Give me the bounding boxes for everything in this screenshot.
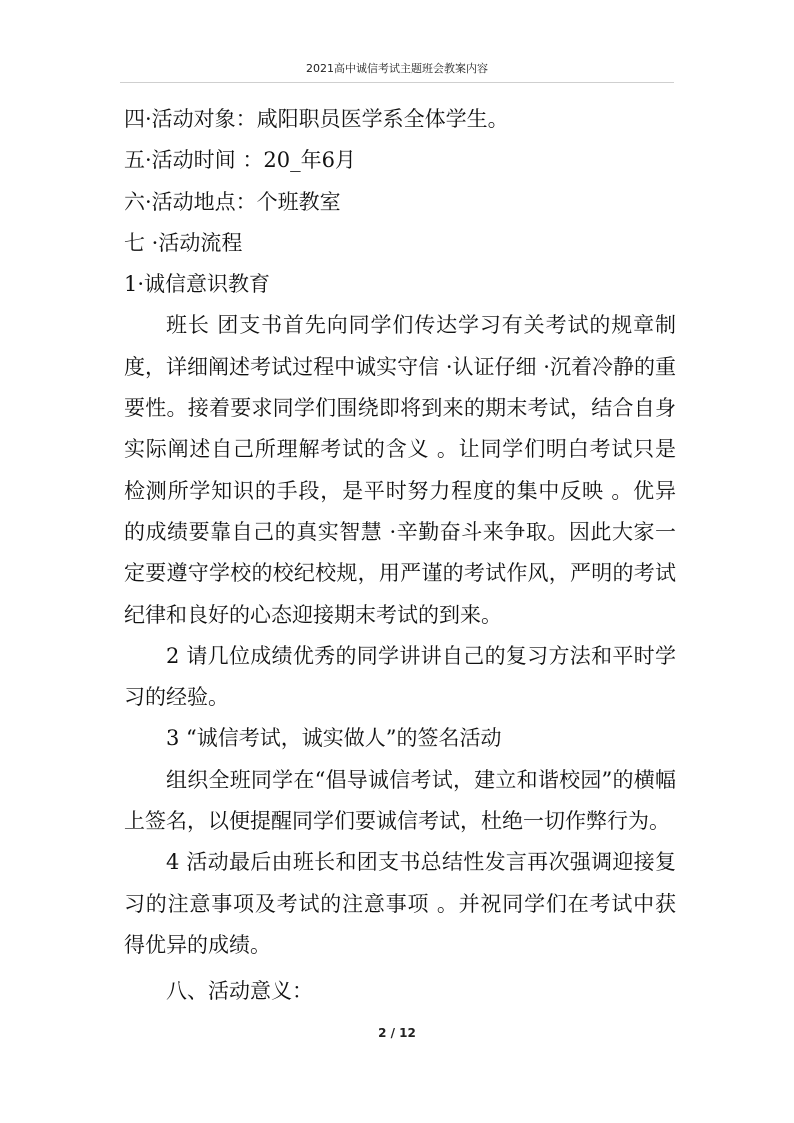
paragraph-integrity-education: 班长 团支书首先向同学们传达学习有关考试的规章制度，详细阐述考试过程中诚实守信 ·认证仔细 ·沉着冷静的重要性。接着要求同学们围绕即将到来的期末考试，结合自身实际阐述自己所理解考试的含义 。让同学们明白考试只是检测所学知识的手段，是平时努力程度的集中反映 。优异的成绩要靠自己的真实智慧 ·辛勤奋斗来争取。因此大家一定要遵守学校的校纪校规，用严谨的考试作风，严明的考试纪律和良好的心态迎接期末考试的到来。: [124, 313, 676, 627]
document-header: 2021高中诚信考试主题班会教案内容: [306, 62, 488, 75]
paragraph-signing-activity: 组织全班同学在“倡导诚信考试，建立和谐校园”的横幅上签名，以便提醒同学们要诚信考试，杜绝一切作弊行为。: [124, 767, 676, 834]
paragraph-closing-speech: 4 活动最后由班长和团支书总结性发言再次强调迎接复习的注意事项及考试的注意事项 。并祝同学们在考试中获得优异的成绩。: [124, 850, 676, 957]
paragraph-activity-significance-heading: 八、活动意义：: [166, 979, 313, 1004]
paragraph-activity-process-heading: 七 ·活动流程: [124, 230, 243, 255]
paragraph-activity-time: 五·活动时间 ：20_年6月: [124, 148, 356, 173]
paragraph-study-experience: 2 请几位成绩优秀的同学讲讲自己的复习方法和平时学习的经验。: [124, 643, 676, 710]
page-number: 2 / 12: [378, 1026, 416, 1040]
paragraph-activity-target: 四·活动对象：咸阳职员医学系全体学生。: [124, 107, 509, 131]
document-body: [124, 99, 676, 1013]
paragraph-signing-heading: 3 “诚信考试，诚实做人”的签名活动: [166, 726, 502, 751]
paragraph-activity-location: 六·活动地点：个班教室: [124, 189, 341, 214]
header-divider: [120, 82, 674, 83]
paragraph-integrity-education-heading: 1·诚信意识教育: [124, 272, 271, 297]
